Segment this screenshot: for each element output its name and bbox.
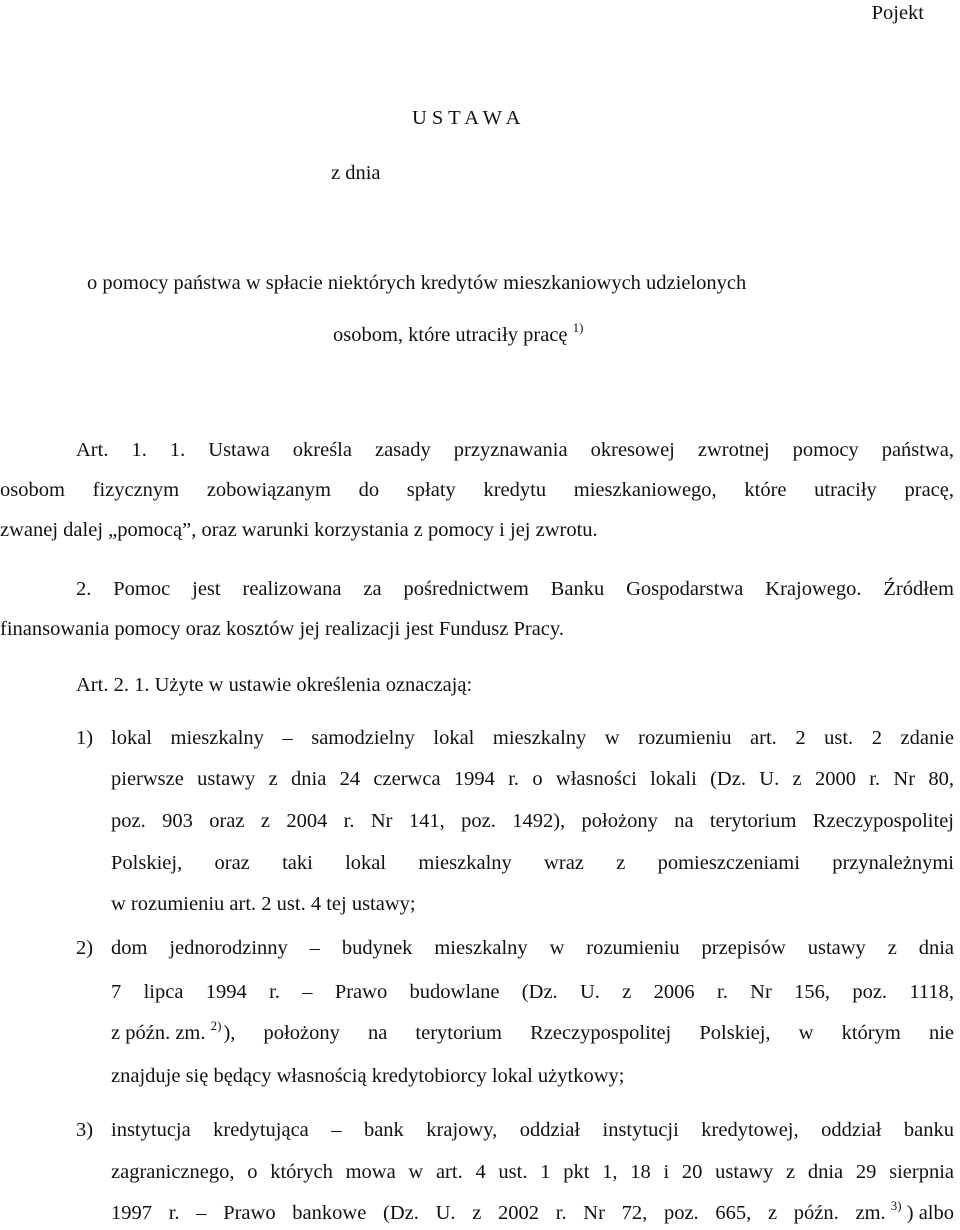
item1-line1: lokal mieszkalny – samodzielny lokal mieszkalny w rozumieniu art. 2 ust. 2 zdanie bbox=[111, 727, 954, 749]
act-subject-line1: o pomocy państwa w spłacie niektórych kredytów mieszkaniowych udzielonych bbox=[87, 272, 747, 294]
item3-line3 bbox=[111, 1198, 954, 1225]
footnote-ref: 1) bbox=[572, 320, 584, 335]
item3-line3-end bbox=[886, 1198, 954, 1225]
item2-line4: znajduje się będący własnością kredytobiorcy lokal użytkowy; bbox=[111, 1065, 625, 1087]
art1-p2-line1: 2. Pomoc jest realizowana za pośrednictwem Banku Gospodarstwa Krajowego. Źródłem bbox=[76, 578, 954, 600]
list-item-number: 3) bbox=[76, 1119, 94, 1141]
art1-p1-line3: zwanej dalej „pomocą”, oraz warunki korzystania z pomocy i jej zwrotu. bbox=[0, 519, 598, 541]
item1-line3: poz. 903 oraz z 2004 r. Nr 141, poz. 1492), położony na terytorium Rzeczypospolitej bbox=[111, 810, 954, 832]
art1-p1-line1: Art. 1. 1. Ustawa określa zasady przyznawania okresowej zwrotnej pomocy państwa, bbox=[76, 439, 954, 461]
list-item-number: 2) bbox=[76, 937, 94, 959]
act-title: U S T A W A bbox=[412, 107, 521, 129]
act-subject-line2 bbox=[333, 320, 584, 347]
item2-line3-rest: ), położony na terytorium Rzeczypospolitej Polskiej, w którym nie bbox=[223, 1022, 954, 1044]
item3-albo: ) albo bbox=[906, 1202, 954, 1224]
item1-line4: Polskiej, oraz taki lokal mieszkalny wraz z pomieszczeniami przynależnymi bbox=[111, 852, 954, 874]
item2-line2: 7 lipca 1994 r. – Prawo budowlane (Dz. U. z 2006 r. Nr 156, poz. 1118, bbox=[111, 981, 954, 1003]
footnote-ref: 2) bbox=[210, 1018, 222, 1033]
item2-line3 bbox=[111, 1018, 954, 1045]
item3-line1: instytucja kredytująca – bank krajowy, oddział instytucji kredytowej, oddział banku bbox=[111, 1119, 954, 1141]
item3-line2: zagranicznego, o których mowa w art. 4 ust. 1 pkt 1, 18 i 20 ustawy z dnia 29 sierpnia bbox=[111, 1161, 954, 1183]
art2-intro: Art. 2. 1. Użyte w ustawie określenia oznaczają: bbox=[76, 674, 473, 696]
project-label: Pojekt bbox=[871, 2, 924, 24]
act-date: z dnia bbox=[331, 162, 381, 184]
art1-p1-line2: osobom fizycznym zobowiązanym do spłaty kredytu mieszkaniowego, które utraciły pracę, bbox=[0, 479, 954, 501]
item3-line3-start: 1997 r. – Prawo bankowe (Dz. U. z 2002 r. Nr 72, poz. 665, z późn. zm. bbox=[111, 1202, 886, 1224]
art1-p2-line2: finansowania pomocy oraz kosztów jej realizacji jest Fundusz Pracy. bbox=[0, 618, 564, 640]
item1-line2: pierwsze ustawy z dnia 24 czerwca 1994 r. o własności lokali (Dz. U. z 2000 r. Nr 80, bbox=[111, 768, 954, 790]
item1-line5: w rozumieniu art. 2 ust. 4 tej ustawy; bbox=[111, 893, 416, 915]
act-subject-text: osobom, które utraciły pracę bbox=[333, 324, 568, 346]
item2-line1: dom jednorodzinny – budynek mieszkalny w rozumieniu przepisów ustawy z dnia bbox=[111, 937, 954, 959]
list-item-number: 1) bbox=[76, 727, 94, 749]
item2-line3-start bbox=[111, 1018, 222, 1045]
item2-pozn-zm: z późn. zm. bbox=[111, 1022, 206, 1044]
footnote-ref: 3) bbox=[890, 1198, 902, 1213]
